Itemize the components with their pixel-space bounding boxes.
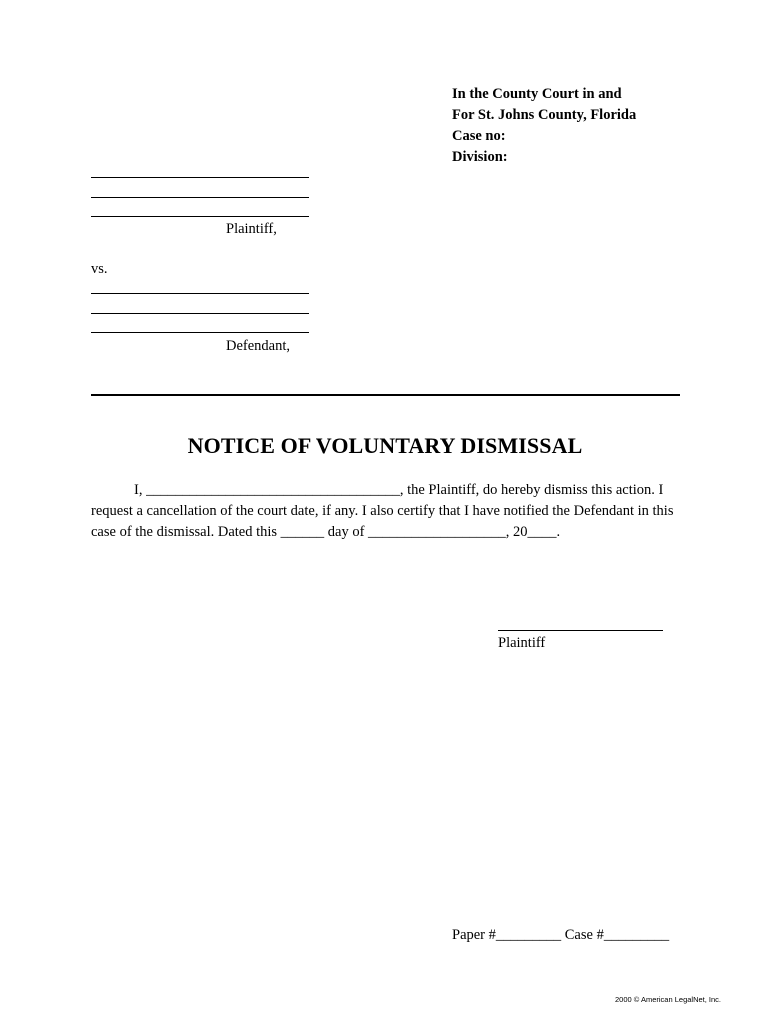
body-line-2: request a cancellation of the court date, if any. I also certify that I have notified the Defendant in this: [91, 503, 674, 519]
defendant-name-line-1: [91, 293, 309, 294]
court-name-line-2: For St. Johns County, Florida: [452, 107, 637, 123]
caption-divider: [91, 394, 680, 396]
defendant-label: Defendant,: [226, 338, 291, 354]
paper-case-number: Paper #_________ Case #_________: [452, 927, 670, 943]
plaintiff-label: Plaintiff,: [226, 221, 277, 237]
versus-label: vs.: [91, 261, 108, 277]
signature-label: Plaintiff: [498, 635, 546, 651]
signature-line: [498, 630, 663, 631]
case-number-label: Case no:: [452, 128, 506, 144]
defendant-name-line-3: [91, 332, 309, 333]
plaintiff-name-line-1: [91, 177, 309, 178]
defendant-name-line-2: [91, 313, 309, 314]
dismissal-body: [91, 480, 691, 543]
body-line-3: case of the dismissal. Dated this ______ day of ___________________, 20____.: [91, 524, 561, 540]
document-title: NOTICE OF VOLUNTARY DISMISSAL: [187, 433, 583, 458]
copyright-notice: 2000 © American LegalNet, Inc.: [615, 995, 722, 1004]
court-name-line-1: In the County Court in and: [452, 86, 622, 102]
division-label: Division:: [452, 149, 508, 165]
plaintiff-name-line-2: [91, 197, 309, 198]
body-line-1: I, ___________________________________, the Plaintiff, do hereby dismiss this action. I: [134, 482, 664, 498]
plaintiff-name-line-3: [91, 216, 309, 217]
court-heading: [452, 84, 636, 168]
